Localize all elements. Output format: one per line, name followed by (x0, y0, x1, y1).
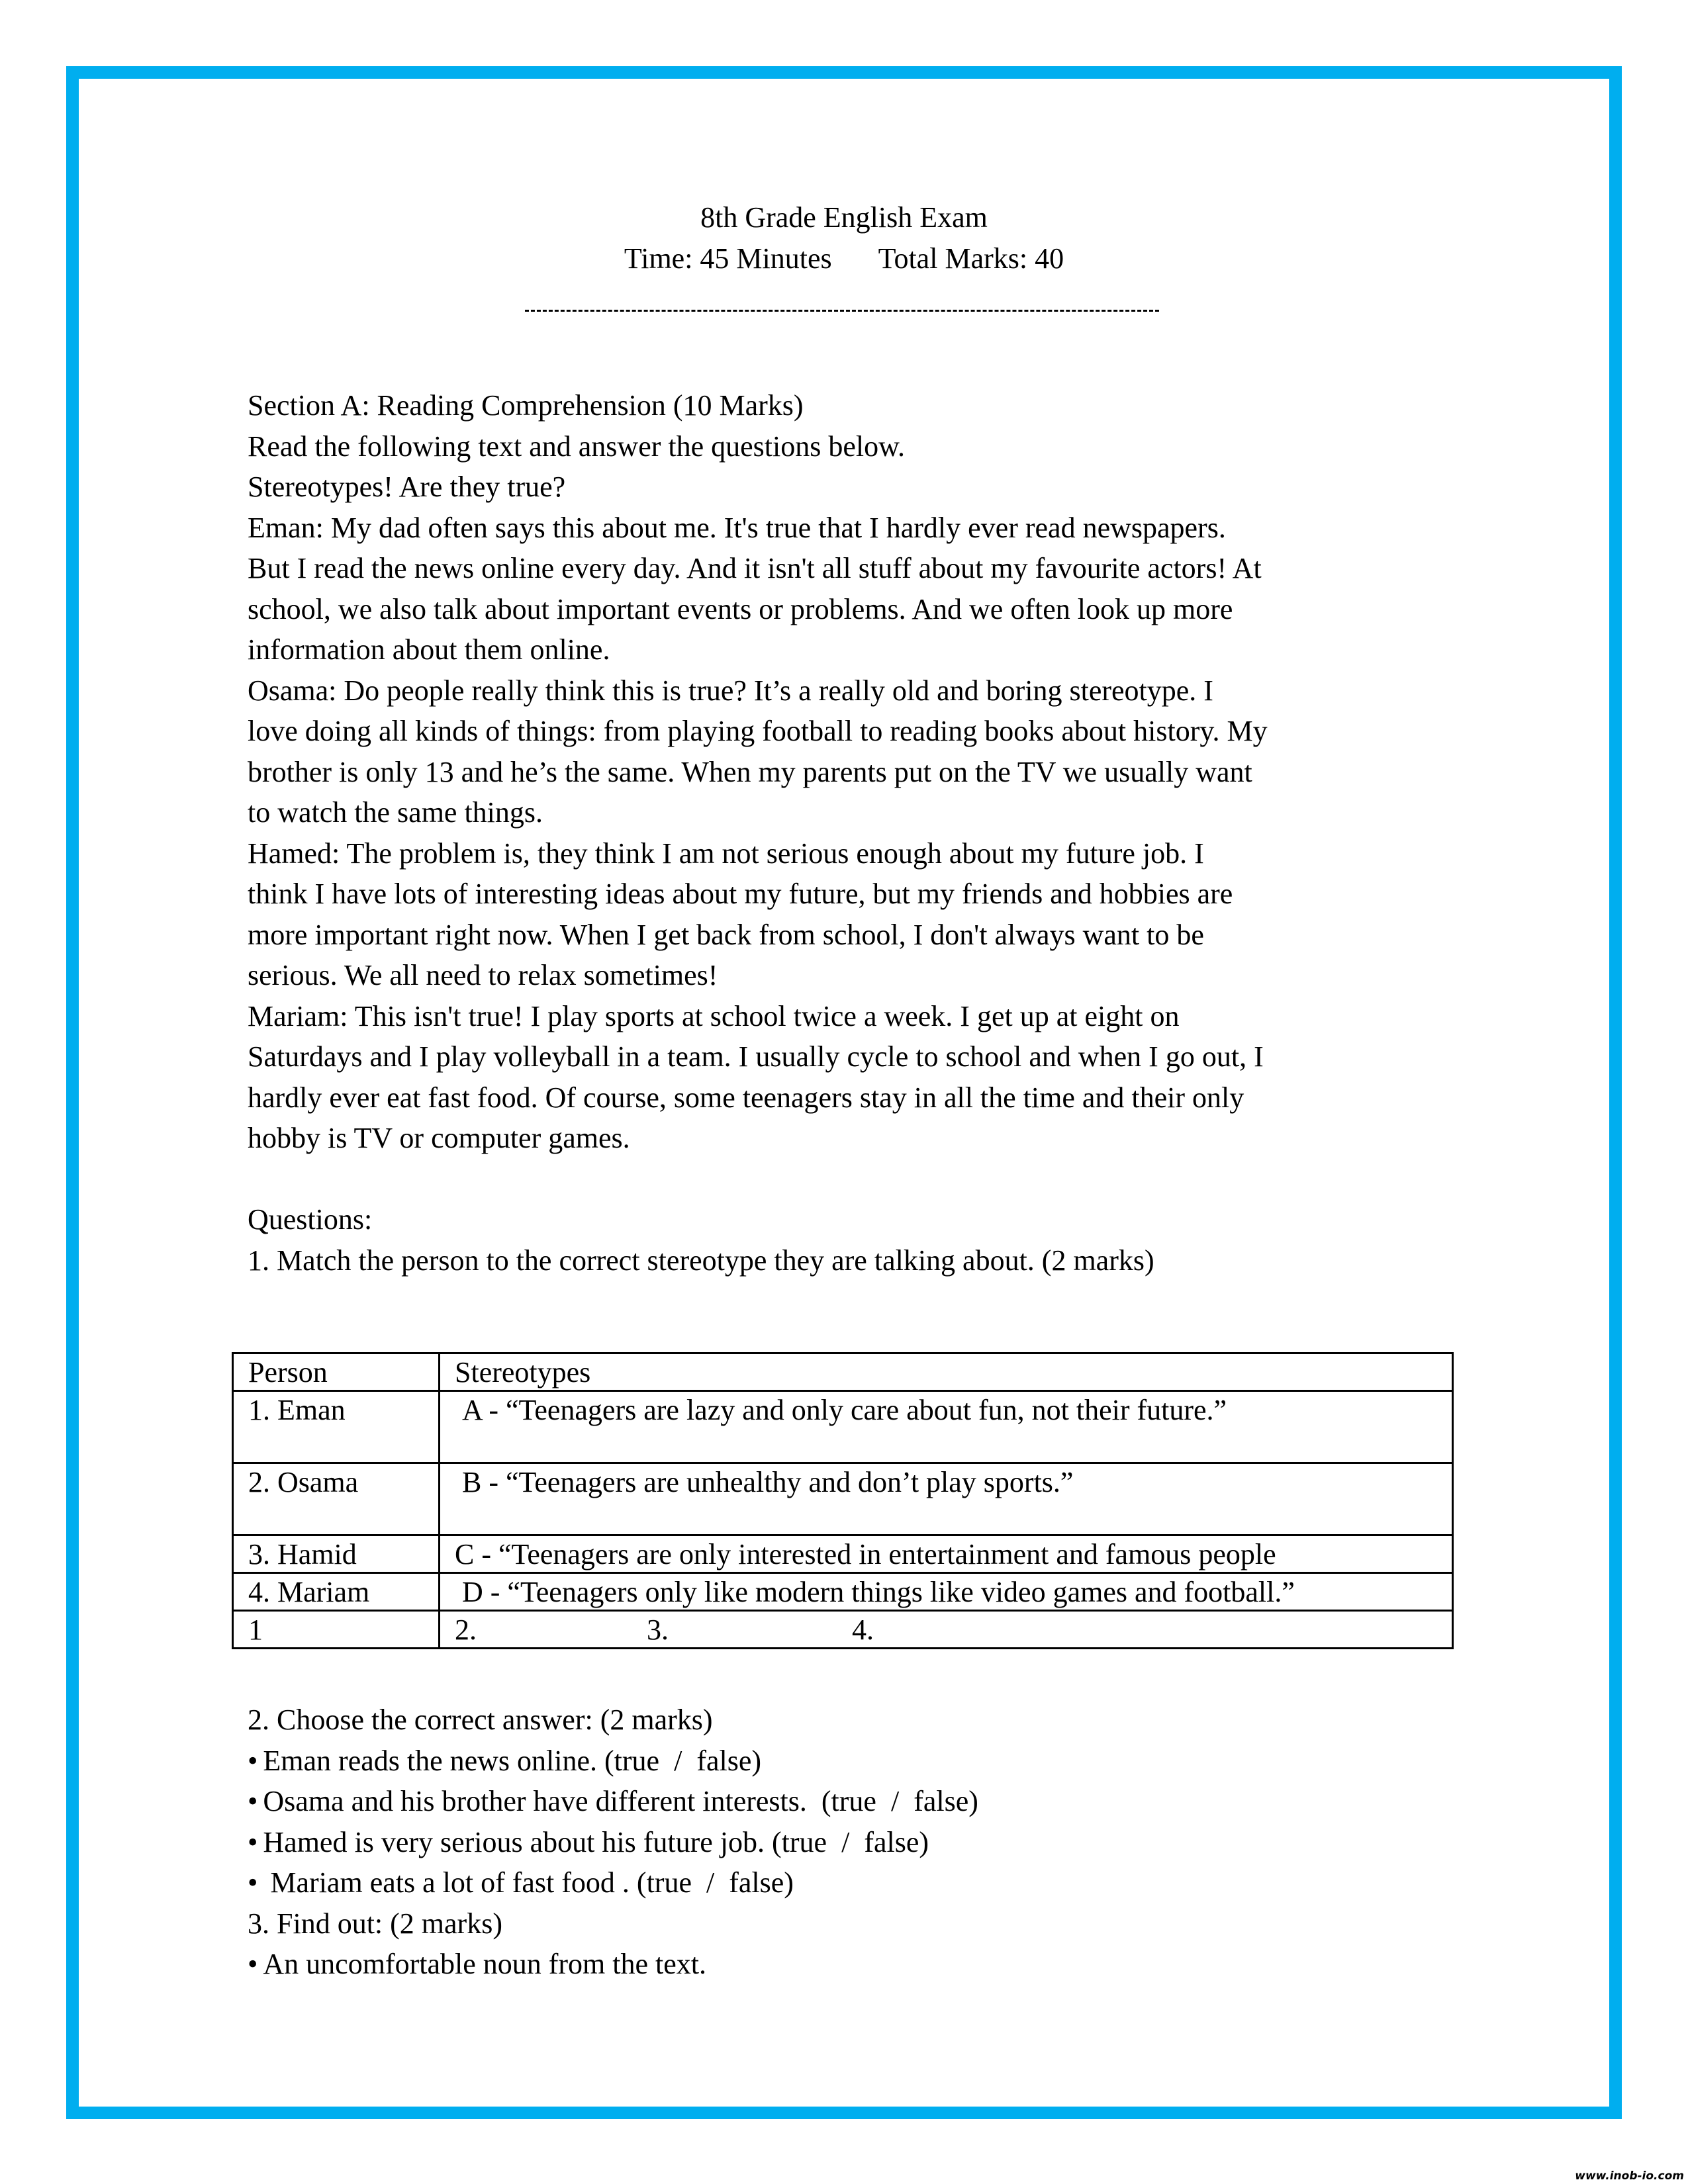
table-row (233, 1391, 1453, 1463)
bullet-icon: • (248, 1866, 258, 1899)
answer-cell-rest[interactable] (440, 1611, 1453, 1649)
bullet-icon: • (248, 1744, 258, 1777)
passage-line: more important right now. When I get back from school, I don't always want to be (248, 918, 1204, 951)
person-cell: 1. Eman (233, 1391, 440, 1463)
stereotype-cell (440, 1573, 1453, 1611)
passage-line: hobby is TV or computer games. (248, 1122, 630, 1154)
find-out-item (248, 1944, 1439, 1985)
spacer (248, 1281, 1439, 1352)
stereotype-text: D - “Teenagers only like modern things like video games and football.” (462, 1576, 1295, 1608)
statement: Osama and his brother have different interests. (263, 1785, 807, 1817)
true-false-list (248, 1741, 1439, 1903)
table-header-row (233, 1353, 1453, 1391)
option-false[interactable]: false) (914, 1785, 978, 1817)
exam-title: 8th Grade English Exam (700, 201, 988, 234)
option-separator: / (706, 1866, 715, 1899)
stereotype-text: B - “Teenagers are unhealthy and don’t play sports.” (462, 1466, 1074, 1498)
stereotype-cell: C - “Teenagers are only interested in entertainment and famous people (440, 1535, 1453, 1573)
passage-line: to watch the same things. (248, 796, 543, 829)
question-2-prompt: 2. Choose the correct answer: (2 marks) (248, 1704, 713, 1736)
passage-line: serious. We all need to relax sometimes! (248, 959, 718, 991)
exam-time: Time: 45 Minutes (624, 242, 832, 275)
option-separator: / (841, 1825, 850, 1858)
true-false-item (248, 1822, 1439, 1863)
section-a-title: Section A: Reading Comprehension (10 Marks) (248, 389, 804, 422)
passage-line: information about them online. (248, 633, 610, 666)
matching-table (232, 1352, 1454, 1649)
passage-line: hardly ever eat fast food. Of course, some teenagers stay in all the time and their only (248, 1081, 1244, 1114)
true-false-item (248, 1862, 1439, 1903)
option-separator: / (890, 1785, 900, 1817)
bullet-icon: • (248, 1825, 258, 1858)
answer-blank-2[interactable]: 2. (455, 1614, 477, 1646)
answer-blank-4[interactable]: 4. (852, 1614, 874, 1646)
true-false-item (248, 1741, 1439, 1782)
option-true[interactable]: (true (604, 1744, 660, 1777)
column-header-stereotypes: Stereotypes (440, 1353, 1453, 1391)
section-a-instruction: Read the following text and answer the questions below. (248, 430, 906, 463)
passage-line: Saturdays and I play volleyball in a team. I usually cycle to school and when I go out, I (248, 1040, 1264, 1073)
option-false[interactable]: false) (864, 1825, 929, 1858)
passage-line: school, we also talk about important events or problems. And we often look up more (248, 592, 1233, 625)
passage-line: But I read the news online every day. And it isn't all stuff about my favourite actors! At (248, 552, 1262, 584)
option-false[interactable]: false) (696, 1744, 762, 1777)
true-false-item (248, 1781, 1439, 1822)
passage-line: Osama: Do people really think this is true? It’s a really old and boring stereotype. I (248, 674, 1213, 707)
questions-heading: Questions: (248, 1203, 373, 1236)
exam-body (248, 385, 1439, 1985)
spacer (248, 1649, 1439, 1700)
exam-meta (0, 238, 1688, 279)
statement: Eman reads the news online. (263, 1744, 598, 1777)
answer-row (233, 1611, 1453, 1649)
header-divider (525, 310, 1159, 312)
question-3-prompt: 3. Find out: (2 marks) (248, 1907, 502, 1940)
option-true[interactable]: (true (821, 1785, 876, 1817)
answer-cell-1[interactable]: 1 (233, 1611, 440, 1649)
table-row (233, 1463, 1453, 1535)
stereotype-cell (440, 1463, 1453, 1535)
answer-blank-3[interactable]: 3. (647, 1614, 669, 1646)
stereotype-text: A - “Teenagers are lazy and only care about fun, not their future.” (462, 1394, 1227, 1426)
passage-line: Eman: My dad often says this about me. It's true that I hardly ever read newspapers. (248, 511, 1226, 544)
stereotype-cell (440, 1391, 1453, 1463)
passage-title: Stereotypes! Are they true? (248, 471, 566, 503)
watermark: www.inob-io.com (1575, 2169, 1684, 2183)
find-out-text: An uncomfortable noun from the text. (263, 1948, 707, 1980)
question-1-prompt: 1. Match the person to the correct stereotype they are talking about. (2 marks) (248, 1244, 1154, 1277)
table-row (233, 1535, 1453, 1573)
spacer (248, 1159, 1439, 1200)
passage-line: love doing all kinds of things: from playing football to reading books about history. My (248, 715, 1268, 747)
passage-line: think I have lots of interesting ideas about my future, but my friends and hobbies are (248, 878, 1233, 910)
statement: Mariam eats a lot of fast food . (270, 1866, 630, 1899)
option-true[interactable]: (true (772, 1825, 827, 1858)
person-cell: 3. Hamid (233, 1535, 440, 1573)
column-header-person: Person (233, 1353, 440, 1391)
exam-total-marks: Total Marks: 40 (878, 242, 1064, 275)
option-separator: / (674, 1744, 682, 1777)
option-false[interactable]: false) (729, 1866, 794, 1899)
person-cell: 2. Osama (233, 1463, 440, 1535)
table-row (233, 1573, 1453, 1611)
statement: Hamed is very serious about his future job. (263, 1825, 765, 1858)
passage-line: Mariam: This isn't true! I play sports at school twice a week. I get up at eight on (248, 999, 1180, 1032)
bullet-icon: • (248, 1948, 258, 1980)
reading-passage (248, 508, 1439, 1159)
bullet-icon: • (248, 1785, 258, 1817)
passage-line: brother is only 13 and he’s the same. When my parents put on the TV we usually want (248, 755, 1252, 788)
passage-line: Hamed: The problem is, they think I am not serious enough about my future job. I (248, 837, 1204, 870)
person-cell: 4. Mariam (233, 1573, 440, 1611)
option-true[interactable]: (true (636, 1866, 692, 1899)
